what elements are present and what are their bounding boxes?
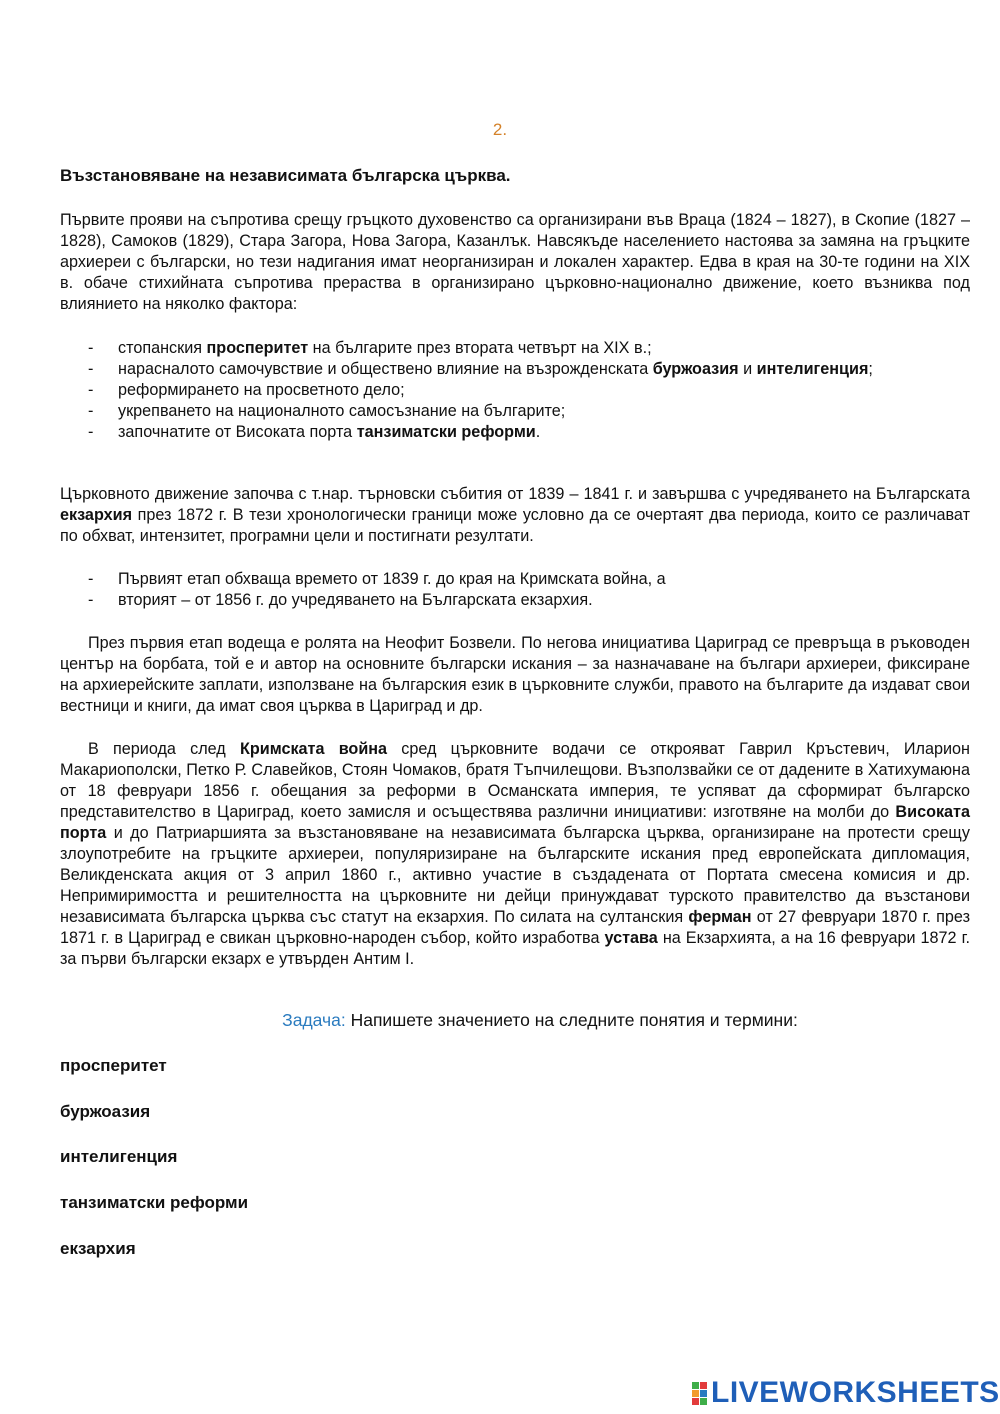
page-title: Възстановяване на независимата българска църква. — [60, 166, 511, 185]
term-highlight: устава — [604, 929, 658, 947]
term-bourgeoisie: буржоазия — [60, 1102, 151, 1121]
term-tanzimat-reforms: танзиматски реформи — [60, 1193, 249, 1212]
task-instruction — [0, 1010, 1000, 1031]
term-intelligentsia: интелигенция — [60, 1147, 178, 1166]
liveworksheets-logo — [692, 1376, 1000, 1410]
list-item: - реформирането на просветното дело; — [88, 380, 970, 401]
movement-paragraph: Църковното движение започва с т.нар. търновски събития от 1839 – 1841 г. и завършва с учредяването на Българската екзархия през 1872 г. В тези хронологически граници може условно да се очертаят два периода, които се различават по обхват, интензитет, програмни цели и постигнати резултати. — [60, 485, 970, 545]
page-number: 2. — [492, 120, 508, 139]
factors-list — [88, 338, 970, 443]
list-item: - нарасналото самочувствие и обществено влияние на възрожденската буржоазия и интелигенция; — [88, 359, 970, 380]
term-highlight: танзиматски реформи — [356, 423, 536, 441]
term-highlight: Високата порта — [60, 803, 970, 842]
term-highlight: екзархия — [60, 506, 133, 524]
second-stage-paragraph: В периода след Кримската война сред църковните водачи се открояват Гаврил Кръстевич, Иларион Макариополски, Петко Р. Славейков, Стоян Чомаков, братя Тъпчилещови. Възползвайки се от дадените в Хатихумаюна от 18 февруари 1856 г. обещания за реформи в Османската империя, те успяват да сформират българско представителство в Цариград, което замисля и осъществява различни инициативи: изготвяне на молби до Високата порта и до Патриаршията за възстановяване на независимата българска църква, организиране на протести срещу злоупотребите на гръцките архиереи, популяризиране на българските искания пред европейската дипломация, Великденската акция от 3 април 1860 г., активно участие в създадената от Портата смесена комисия и др. Непримиримостта и решителността на църковните ни дейци принуждават турското правителство да възстанови независимата българска църква със статут на екзархия. По силата на султанския ферман от 27 февруари 1870 г. през 1871 г. в Цариград е свикан църковно-народен събор, който изработва устава на Екзархията, а на 16 февруари 1872 г. за първи български екзарх е утвърден Антим I. — [60, 740, 971, 968]
list-item: - Първият етап обхваща времето от 1839 г. до края на Кримската война, а — [88, 569, 970, 590]
list-item: - вторият – от 1856 г. до учредяването на Българската екзархия. — [88, 590, 970, 611]
task-label: Задача: — [282, 1010, 346, 1030]
logo-text: LIVEWORKSHEETS — [711, 1376, 1000, 1409]
list-item: - започнатите от Високата порта танзиматски реформи. — [88, 422, 970, 443]
term-highlight: просперитет — [206, 339, 309, 357]
first-stage-paragraph: През първия етап водеща е ролята на Неофит Бозвели. По негова инициатива Цариград се превръща в ръководен център на борбата, той е и автор на основните български искания – за назначаване на българи архиереи, фиксиране на архиерейските заплати, използване на българския език в църковните служби, правото на българите да издават свои вестници и книги, да имат своя църква в Цариград и др. — [60, 634, 970, 715]
term-highlight: ферман — [688, 908, 752, 926]
intro-paragraph: Първите прояви на съпротива срещу гръцкото духовенство са организирани във Враца (1824 – 1827), в Скопие (1827 – 1828), Самоков (1829), Стара Загора, Нова Загора, Казанлък. Навсякъде населението настоява за замяна на гръцките архиереи с български, но тези надигания имат неорганизиран и локален характер. Едва в края на 30-те години на XIX в. обаче стихийната съпротива прераства в организирано църковно-национално движение, което възниква под влиянието на няколко фактора: — [60, 211, 970, 313]
term-exarchate: екзархия — [60, 1239, 136, 1258]
term-highlight: Кримската война — [239, 740, 388, 758]
term-highlight: буржоазия — [652, 360, 739, 378]
term-highlight: интелигенция — [756, 360, 869, 378]
list-item: - укрепването на националното самосъзнание на българите; — [88, 401, 970, 422]
task-text: Напишете значението на следните понятия и термини: — [345, 1010, 798, 1030]
term-prosperity: просперитет — [60, 1056, 167, 1075]
logo-icon — [692, 1382, 707, 1405]
list-item: - стопанския просперитет на българите през втората четвърт на XIX в.; — [88, 338, 970, 359]
periods-list — [88, 569, 970, 611]
